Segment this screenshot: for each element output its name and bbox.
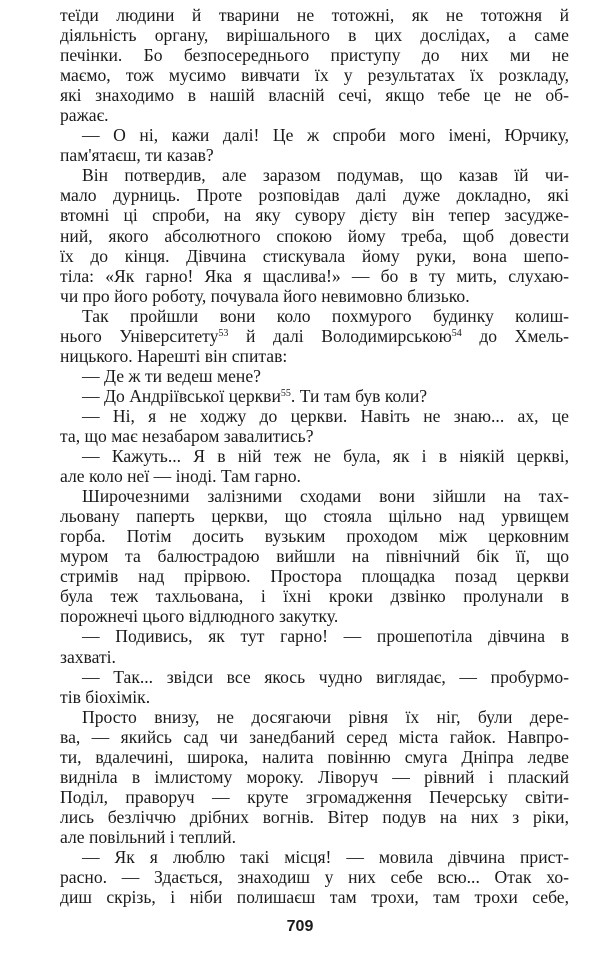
text-segment: виднілa в імлистому мороку. Ліворуч — рівний і плаский: [60, 766, 569, 787]
text-segment: й далі Володимирською: [228, 325, 452, 346]
footnote-reference: 53: [218, 327, 229, 339]
text-line: [60, 466, 569, 486]
text-line: [60, 827, 569, 847]
text-segment: — До Андріївської церкви: [82, 385, 281, 406]
text-segment: — Так... звідси все якось чудно виглядає, — пробурмо-: [82, 666, 569, 687]
text-segment: які знаходимо в нашій власній сечі, якщо тебе це не об-: [60, 85, 569, 106]
text-segment: — Ні, я не ходжу до церкви. Навіть не знаю... ах, це: [82, 405, 569, 426]
text-line: [60, 286, 569, 306]
text-segment: Він потвердив, але заразом подумав, що казав їй чи-: [82, 165, 569, 186]
text-line: [60, 65, 569, 85]
text-line: [60, 667, 569, 687]
text-line: [60, 5, 569, 25]
text-line: [60, 426, 569, 446]
text-line: [60, 586, 569, 606]
text-segment: Просто внизу, не досягаючи рівня їх ніг, були дере-: [82, 706, 569, 727]
text-line: [60, 446, 569, 466]
text-segment: стримів над прірвою. Простора площадка позад церкви: [60, 566, 569, 587]
text-line: [60, 326, 569, 346]
text-segment: діяльність органу, вирішального в цих дослідах, а саме: [60, 25, 569, 46]
text-line: [60, 566, 569, 586]
text-segment: але повільний і теплий.: [60, 826, 237, 847]
text-segment: — Як я люблю такі місця! — мовила дівчина прист-: [82, 846, 569, 867]
text-line: [60, 626, 569, 646]
text-segment: Широчезними залізними сходами вони зійшли на тах-: [82, 486, 569, 507]
text-segment: — О ні, кажи далі! Це ж спроби мого імені, Юрчику,: [82, 125, 569, 146]
text-segment: втомні ці спроби, на яку сувору дієту він тепер засудже-: [60, 205, 569, 226]
text-line: [60, 105, 569, 125]
text-line: [60, 406, 569, 426]
text-line: [60, 787, 569, 807]
text-segment: ва, — якийсь сад чи занедбаний серед міста гайок. Навпро-: [60, 726, 569, 747]
footnote-reference: 55: [280, 387, 291, 399]
text-segment: муром та балюстрадою вийшли на північний бік її, що: [60, 546, 569, 567]
book-page-body: [60, 5, 569, 907]
text-segment: ницького. Нарешті він спитав:: [60, 345, 288, 366]
text-segment: Поділ, праворуч — круте згромадження Печерську світи-: [60, 786, 569, 807]
text-segment: — Де ж ти ведеш мене?: [82, 365, 261, 386]
text-line: [60, 226, 569, 246]
text-segment: була теж тахльована, і їхні кроки дзвінко пролунали в: [60, 586, 569, 607]
text-line: [60, 546, 569, 566]
text-line: [60, 386, 569, 406]
text-segment: диш скрізь, і ніби полишаєш там трохи, там трохи себе,: [60, 887, 569, 908]
text-line: [60, 85, 569, 105]
text-line: [60, 747, 569, 767]
text-segment: Так пройшли вони коло похмурого будинку колиш-: [82, 305, 569, 326]
text-line: [60, 687, 569, 707]
text-segment: тіла: «Як гарно! Яка я щаслива!» — бо в ту мить, слухаю-: [60, 265, 569, 286]
text-line: [60, 165, 569, 185]
text-segment: порожнечі цього відлюдного закутку.: [60, 606, 339, 627]
text-segment: захваті.: [60, 646, 116, 667]
text-line: [60, 246, 569, 266]
text-line: [60, 727, 569, 747]
text-line: [60, 45, 569, 65]
text-segment: теїди людини й тварини не тотожні, як не тотожня й: [60, 5, 569, 25]
text-segment: лись безліччю дрібних вогнів. Вітер подув на них з ріки,: [60, 806, 569, 827]
text-segment: ний, якого абсолютного спокою йому треба, щоб довести: [60, 225, 569, 246]
text-segment: — Подивись, як тут гарно! — прошепотіла дівчина в: [82, 626, 569, 647]
text-segment: до Хмель-: [461, 325, 569, 346]
text-segment: пам'ятаєш, ти казав?: [60, 145, 214, 166]
text-segment: расно. — Здається, знаходиш у них себе всю... Отак хо-: [60, 867, 569, 888]
text-segment: їх до кінця. Дівчина стискувала йому руки, вона шепо-: [60, 245, 569, 266]
text-line: [60, 767, 569, 787]
text-line: [60, 647, 569, 667]
page-number: 709: [286, 918, 314, 935]
text-segment: нього Університету: [60, 325, 219, 346]
text-segment: ти, вдалечині, широка, налита повінню смуга Дніпра ледве: [60, 746, 569, 767]
text-segment: — Кажуть... Я в ній теж не була, як і в ніякій церкві,: [82, 446, 569, 467]
text-line: [60, 145, 569, 165]
text-line: [60, 526, 569, 546]
text-segment: печінки. Бо безпосереднього приступу до них ми не: [60, 45, 569, 66]
text-line: [60, 867, 569, 887]
text-segment: горба. Потім досить вузьким проходом між церковним: [60, 526, 569, 547]
text-segment: льовану паперть церкви, що стояла щільно над урвищем: [60, 506, 569, 527]
text-line: [60, 506, 569, 526]
text-line: [60, 807, 569, 827]
text-segment: тів біохімік.: [60, 686, 151, 707]
text-line: [60, 486, 569, 506]
text-segment: маємо, тож мусимо вивчати їх у результатах їх розкладу,: [60, 65, 569, 86]
text-line: [60, 205, 569, 225]
text-line: [60, 125, 569, 145]
text-segment: та, що має незабаром завалитись?: [60, 425, 314, 446]
text-line: [60, 25, 569, 45]
text-line: [60, 887, 569, 907]
text-line: [60, 306, 569, 326]
text-line: [60, 606, 569, 626]
text-line: [60, 707, 569, 727]
text-segment: . Ти там був коли?: [290, 385, 428, 406]
text-line: [60, 366, 569, 386]
text-segment: ражає.: [60, 105, 109, 126]
text-line: [60, 185, 569, 205]
text-line: [60, 847, 569, 867]
text-segment: але коло неї — іноді. Там гарно.: [60, 466, 301, 487]
footnote-reference: 54: [451, 327, 462, 339]
text-segment: мало дурниць. Проте розповідав далі дуже докладно, які: [60, 185, 569, 206]
text-segment: чи про його роботу, почувала його невимовно близько.: [60, 285, 470, 306]
text-line: [60, 266, 569, 286]
text-line: [60, 346, 569, 366]
